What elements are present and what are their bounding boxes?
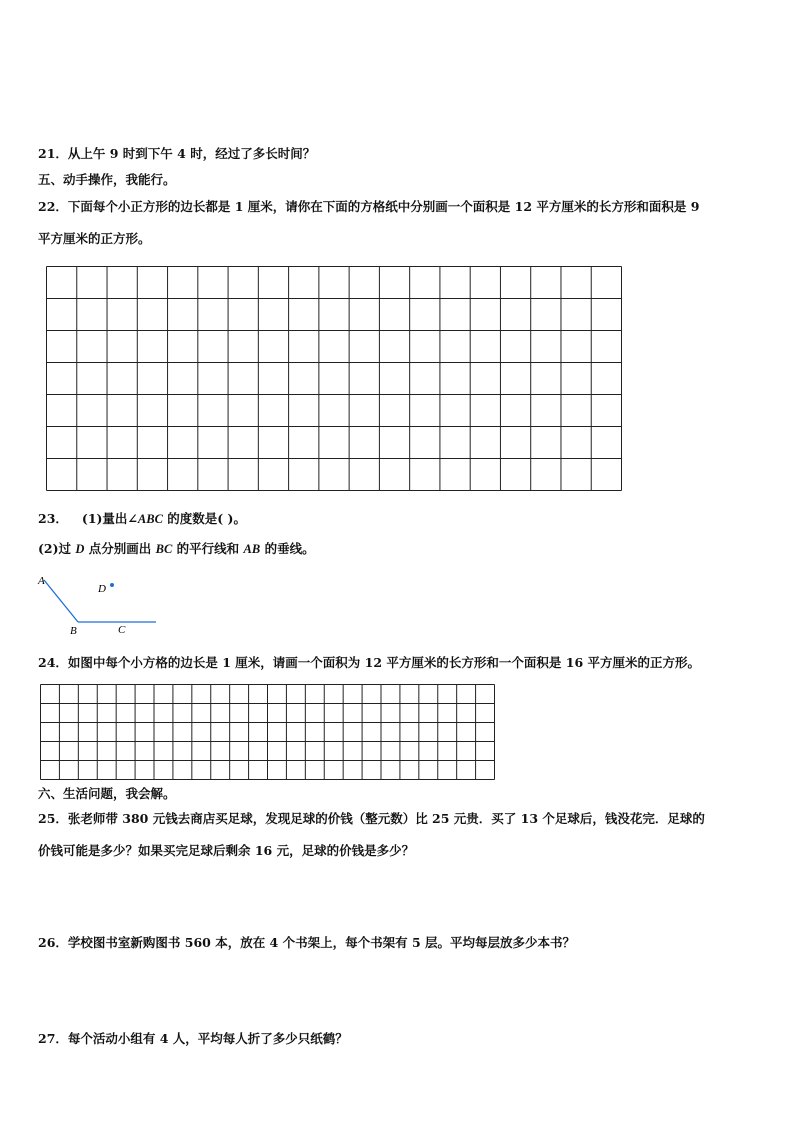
q23-angle-figure [36, 570, 166, 640]
point-d [110, 583, 114, 587]
q25-text-line2: 价钱可能是多少？如果买完足球后剩余 16 元，足球的价钱是多少？ [38, 843, 415, 858]
q23-part2-c: 的平行线和 [172, 541, 244, 556]
q23-part1 [38, 511, 246, 527]
q23-part2-a: (2)过 [38, 541, 76, 556]
q24-square-grid [40, 684, 495, 780]
section5-heading: 五、动手操作，我能行。 [38, 172, 176, 187]
q23-angle-name: ABC [137, 512, 163, 526]
q23-part2-d: 的垂线。 [260, 541, 315, 556]
q22-text-line2: 平方厘米的正方形。 [38, 231, 151, 246]
q23-seg-ab: AB [243, 542, 261, 556]
q24-text: 24．如图中每个小方格的边长是 1 厘米，请画一个面积为 12 平方厘米的长方形和一个面积是 16 平方厘米的正方形。 [38, 655, 700, 670]
q25-text-line1: 25．张老师带 380 元钱去商店买足球，发现足球的价钱（整元数）比 25 元贵．买了 13 个足球后，钱没花完．足球的 [38, 811, 705, 826]
label-c: C [118, 624, 126, 636]
q27-text: 27．每个活动小组有 4 人，平均每人折了多少只纸鹤？ [38, 1031, 348, 1046]
q23-seg-bc: BC [155, 542, 173, 556]
label-a: A [38, 575, 45, 587]
q22-text-line1: 22．下面每个小正方形的边长都是 1 厘米，请你在下面的方格纸中分别画一个面积是 12 平方厘米的长方形和面积是 9 [38, 199, 700, 214]
q22-square-grid [46, 266, 622, 491]
q23-part2 [38, 541, 315, 557]
q23-number: 23． [38, 511, 68, 526]
q23-part2-b: 点分别画出 [84, 541, 156, 556]
ray-ba [44, 580, 78, 622]
section6-heading: 六、生活问题，我会解。 [38, 786, 176, 801]
label-d: D [98, 583, 106, 595]
q26-text: 26．学校图书室新购图书 560 本，放在 4 个书架上，每个书架有 5 层。平均每层放多少本书？ [38, 935, 575, 950]
label-b: B [70, 625, 77, 637]
q23-part1-prefix: (1)量出∠ [81, 511, 138, 526]
q23-part1-suffix: 的度数是( )。 [162, 511, 246, 526]
q21-text: 21．从上午 9 时到下午 4 时，经过了多长时间？ [38, 146, 316, 161]
q23-point-d-text: D [75, 542, 85, 556]
